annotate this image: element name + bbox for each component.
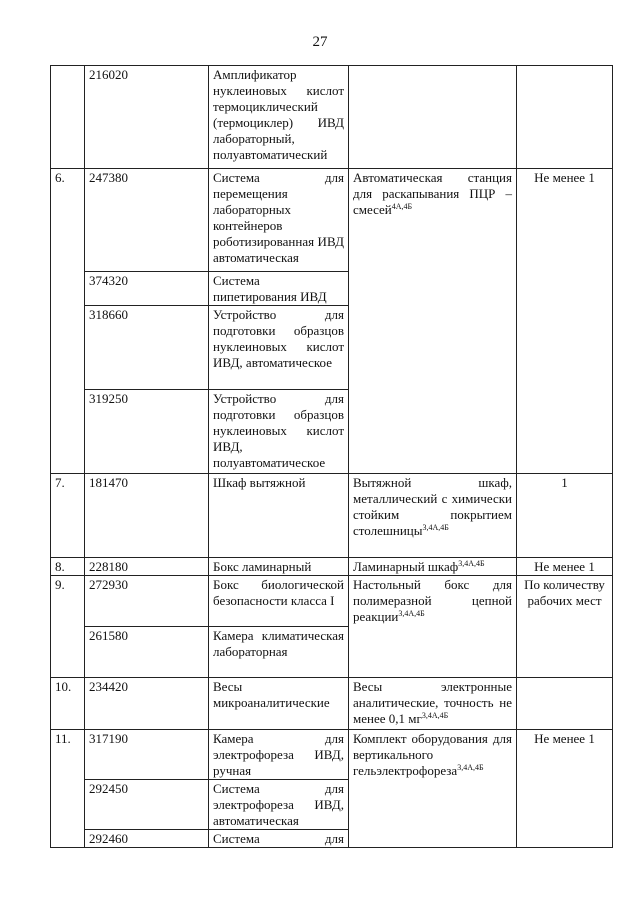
quantity bbox=[517, 66, 613, 169]
device-name: Бокс ламинарный bbox=[209, 558, 349, 576]
equipment-description: Автоматическая станция для раскапывания ПЦР – смесей$^{4А,4Б}$ bbox=[349, 169, 517, 474]
footnote-ref: 3,4А,4Б bbox=[422, 523, 449, 532]
quantity: Не менее 1 bbox=[517, 169, 613, 474]
page-number: 27 bbox=[312, 34, 328, 50]
device-name: Весы микроаналитические bbox=[209, 678, 349, 730]
device-name: Камера климатическая лабораторная bbox=[209, 627, 349, 678]
device-name: Устройство для подготовки образцов нуклеиновых кислот ИВД, автоматическое bbox=[209, 306, 349, 390]
device-code: 272930 bbox=[85, 576, 209, 627]
equipment-description: Вытяжной шкаф, металлический с химически стойким покрытием столешницы$^{3,4А,4Б}$ bbox=[349, 474, 517, 558]
footnote-ref: 3,4А,4Б bbox=[458, 559, 485, 568]
quantity: Не менее 1 bbox=[517, 730, 613, 848]
row-number: 10. bbox=[51, 678, 85, 730]
quantity: 1 bbox=[517, 474, 613, 558]
device-code: 228180 bbox=[85, 558, 209, 576]
device-code: 216020 bbox=[85, 66, 209, 169]
device-name: Система для электрофореза ИВД, автоматическая bbox=[209, 780, 349, 830]
footnote-ref: 3,4А,4Б bbox=[398, 609, 425, 618]
device-name: Система пипетирования ИВД bbox=[209, 272, 349, 306]
device-name: Шкаф вытяжной bbox=[209, 474, 349, 558]
equipment-description bbox=[349, 66, 517, 169]
device-code: 247380 bbox=[85, 169, 209, 272]
footnote-ref: 3,4А,4Б bbox=[457, 763, 484, 772]
device-name: Камера для электрофореза ИВД, ручная bbox=[209, 730, 349, 780]
equipment-description: Настольный бокс для полимеразной цепной реакции$^{3,4А,4Б}$ bbox=[349, 576, 517, 678]
table-row bbox=[51, 730, 613, 780]
device-code: 181470 bbox=[85, 474, 209, 558]
table-row bbox=[51, 474, 613, 558]
quantity: По количеству рабочих мест bbox=[517, 576, 613, 678]
equipment-description: Комплект оборудования для вертикального гельэлектрофореза$^{3,4А,4Б}$ bbox=[349, 730, 517, 848]
device-code: 319250 bbox=[85, 390, 209, 474]
device-name: Устройство для подготовки образцов нуклеиновых кислот ИВД, полуавтоматическое bbox=[209, 390, 349, 474]
device-code: 261580 bbox=[85, 627, 209, 678]
device-code: 292460 bbox=[85, 830, 209, 848]
device-code: 318660 bbox=[85, 306, 209, 390]
device-code: 317190 bbox=[85, 730, 209, 780]
table-row bbox=[51, 576, 613, 627]
quantity: Не менее 1 bbox=[517, 558, 613, 576]
row-number: 11. bbox=[51, 730, 85, 848]
equipment-description: Весы электронные аналитические, точность не менее 0,1 $мг^{3,4А,4Б}$ bbox=[349, 678, 517, 730]
table-row bbox=[51, 678, 613, 730]
footnote-ref: 4А,4Б bbox=[391, 202, 413, 211]
row-number: 8. bbox=[51, 558, 85, 576]
device-code: 374320 bbox=[85, 272, 209, 306]
device-name: Бокс биологической безопасности класса I bbox=[209, 576, 349, 627]
row-number: 7. bbox=[51, 474, 85, 558]
device-name: Система для bbox=[209, 830, 349, 848]
equipment-table bbox=[50, 65, 613, 848]
row-number bbox=[51, 66, 85, 169]
row-number: 6. bbox=[51, 169, 85, 474]
table-row bbox=[51, 558, 613, 576]
footnote-ref: 3,4А,4Б bbox=[421, 711, 449, 720]
table-row bbox=[51, 169, 613, 272]
table-row bbox=[51, 66, 613, 169]
device-code: 234420 bbox=[85, 678, 209, 730]
row-number: 9. bbox=[51, 576, 85, 678]
device-name: Система для перемещения лабораторных контейнеров роботизированная ИВД автоматическая bbox=[209, 169, 349, 272]
device-name: Амплификатор нуклеиновых кислот термоциклический (термоциклер) ИВД лабораторный, полуавтоматический bbox=[209, 66, 349, 169]
quantity bbox=[517, 678, 613, 730]
equipment-description: Ламинарный шкаф$^{3,4А,4Б}$ bbox=[349, 558, 517, 576]
device-code: 292450 bbox=[85, 780, 209, 830]
